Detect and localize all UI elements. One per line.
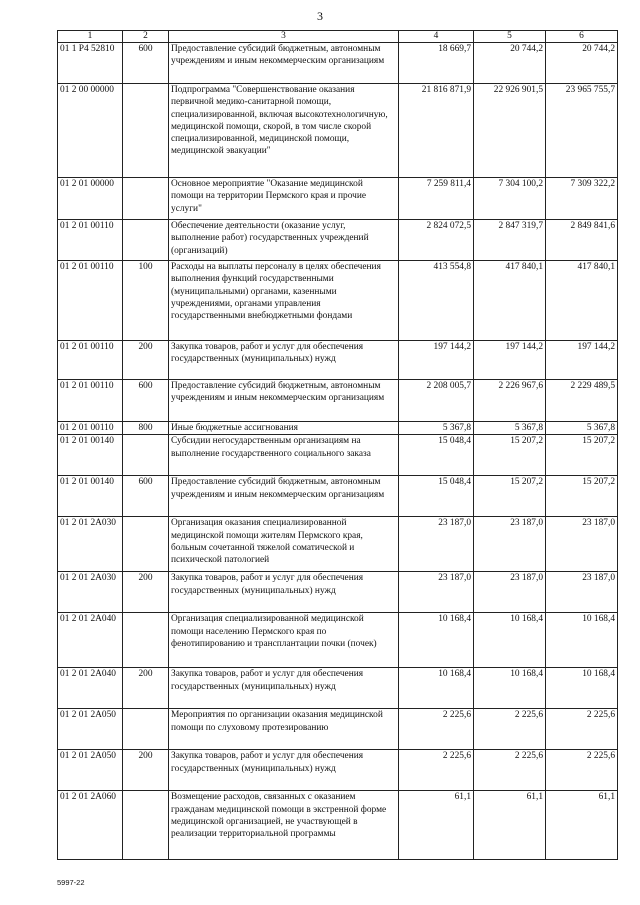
column-number-2: 2 (123, 31, 169, 43)
row-value-1: 2 208 005,7 (399, 380, 474, 422)
row-expense-type (123, 84, 169, 178)
row-expense-type (123, 517, 169, 572)
row-value-3: 61,1 (546, 791, 618, 860)
row-value-2: 22 926 901,5 (474, 84, 546, 178)
row-name: Закупка товаров, работ и услуг для обеспечения государственных (муниципальных) нужд (169, 668, 399, 709)
row-code: 01 2 01 2А060 (58, 791, 123, 860)
row-value-3: 5 367,8 (546, 422, 618, 435)
row-value-2: 15 207,2 (474, 435, 546, 476)
row-expense-type: 800 (123, 422, 169, 435)
row-expense-type: 100 (123, 261, 169, 341)
table-body (58, 43, 618, 860)
row-value-1: 2 824 072,5 (399, 220, 474, 261)
row-code: 01 2 01 00140 (58, 476, 123, 517)
row-name: Предоставление субсидий бюджетным, автономным учреждениям и иным некоммерческим организациям (169, 380, 399, 422)
row-expense-type: 200 (123, 572, 169, 613)
document-footer-code: 5997-22 (57, 878, 85, 887)
table-row (58, 517, 618, 572)
row-name: Предоставление субсидий бюджетным, автономным учреждениям и иным некоммерческим организациям (169, 476, 399, 517)
column-number-3: 3 (169, 31, 399, 43)
table-row (58, 476, 618, 517)
row-value-1: 7 259 811,4 (399, 178, 474, 220)
row-code: 01 2 01 2А030 (58, 572, 123, 613)
row-name: Организация специализированной медицинской помощи населению Пермского края по фенотипированию и трансплантации почки (почек) (169, 613, 399, 668)
row-value-1: 2 225,6 (399, 750, 474, 791)
table-row (58, 613, 618, 668)
row-expense-type: 200 (123, 341, 169, 380)
row-expense-type: 200 (123, 750, 169, 791)
row-code: 01 2 01 00110 (58, 422, 123, 435)
row-code: 01 2 01 2А050 (58, 750, 123, 791)
row-code: 01 2 01 00140 (58, 435, 123, 476)
row-value-2: 10 168,4 (474, 613, 546, 668)
table-row (58, 709, 618, 750)
row-value-3: 15 207,2 (546, 435, 618, 476)
row-value-3: 2 849 841,6 (546, 220, 618, 261)
table-row (58, 791, 618, 860)
row-value-3: 23 187,0 (546, 517, 618, 572)
row-value-3: 2 225,6 (546, 709, 618, 750)
row-code: 01 2 01 00110 (58, 220, 123, 261)
row-value-1: 10 168,4 (399, 668, 474, 709)
table-row (58, 84, 618, 178)
row-value-1: 5 367,8 (399, 422, 474, 435)
row-name: Закупка товаров, работ и услуг для обеспечения государственных (муниципальных) нужд (169, 341, 399, 380)
row-expense-type: 600 (123, 476, 169, 517)
row-expense-type (123, 220, 169, 261)
row-code: 01 2 01 00110 (58, 380, 123, 422)
row-value-2: 15 207,2 (474, 476, 546, 517)
row-expense-type (123, 613, 169, 668)
row-value-2: 7 304 100,2 (474, 178, 546, 220)
row-name: Мероприятия по организации оказания медицинской помощи по слуховому протезированию (169, 709, 399, 750)
row-name: Возмещение расходов, связанных с оказанием гражданам медицинской помощи в экстренной форме медицинской организацией, не участвующей в реализации территориальной программы (169, 791, 399, 860)
row-name: Закупка товаров, работ и услуг для обеспечения государственных (муниципальных) нужд (169, 572, 399, 613)
table-row (58, 261, 618, 341)
row-name: Подпрограмма "Совершенствование оказания первичной медико-санитарной помощи, специализированной, включая высокотехнологичную, медицинской помощи, скорой, в том числе скорой специализированной, медицинской помощи, медицинской эвакуации" (169, 84, 399, 178)
row-value-3: 23 187,0 (546, 572, 618, 613)
row-name: Предоставление субсидий бюджетным, автономным учреждениям и иным некоммерческим организациям (169, 43, 399, 84)
row-name: Закупка товаров, работ и услуг для обеспечения государственных (муниципальных) нужд (169, 750, 399, 791)
budget-table (57, 30, 618, 860)
row-value-2: 10 168,4 (474, 668, 546, 709)
row-value-3: 2 229 489,5 (546, 380, 618, 422)
column-number-4: 4 (399, 31, 474, 43)
row-value-3: 23 965 755,7 (546, 84, 618, 178)
table-row (58, 750, 618, 791)
row-value-1: 197 144,2 (399, 341, 474, 380)
row-expense-type (123, 435, 169, 476)
row-code: 01 2 01 2А050 (58, 709, 123, 750)
column-number-5: 5 (474, 31, 546, 43)
row-value-2: 197 144,2 (474, 341, 546, 380)
row-code: 01 2 01 2А040 (58, 613, 123, 668)
row-code: 01 2 01 00110 (58, 341, 123, 380)
row-expense-type: 600 (123, 380, 169, 422)
row-value-2: 2 226 967,6 (474, 380, 546, 422)
row-value-2: 20 744,2 (474, 43, 546, 84)
row-name: Субсидии негосударственным организациям на выполнение государственного социального заказа (169, 435, 399, 476)
row-value-2: 5 367,8 (474, 422, 546, 435)
table-row (58, 435, 618, 476)
row-value-3: 2 225,6 (546, 750, 618, 791)
row-value-1: 23 187,0 (399, 572, 474, 613)
row-value-1: 2 225,6 (399, 709, 474, 750)
row-value-2: 23 187,0 (474, 572, 546, 613)
table-row (58, 668, 618, 709)
row-code: 01 2 01 00000 (58, 178, 123, 220)
row-value-3: 10 168,4 (546, 613, 618, 668)
row-value-2: 2 225,6 (474, 709, 546, 750)
row-value-3: 197 144,2 (546, 341, 618, 380)
row-value-2: 417 840,1 (474, 261, 546, 341)
table-row (58, 422, 618, 435)
table-row (58, 341, 618, 380)
row-value-1: 21 816 871,9 (399, 84, 474, 178)
row-expense-type (123, 178, 169, 220)
row-code: 01 2 01 2А030 (58, 517, 123, 572)
row-value-1: 15 048,4 (399, 435, 474, 476)
table-row (58, 380, 618, 422)
row-value-2: 23 187,0 (474, 517, 546, 572)
column-number-1: 1 (58, 31, 123, 43)
table-row (58, 572, 618, 613)
row-name: Организация оказания специализированной медицинской помощи жителям Пермского края, больным сочетанной тяжелой соматической и психической патологией (169, 517, 399, 572)
row-code: 01 2 01 2А040 (58, 668, 123, 709)
table-row (58, 178, 618, 220)
row-name: Расходы на выплаты персоналу в целях обеспечения выполнения функций государственными (муниципальными) органами, казенными учреждениями, органами управления государственными внебюджетными фондами (169, 261, 399, 341)
row-code: 01 1 Р4 52810 (58, 43, 123, 84)
row-value-1: 18 669,7 (399, 43, 474, 84)
row-name: Основное мероприятие "Оказание медицинской помощи на территории Пермского края и прочие услуги" (169, 178, 399, 220)
row-value-3: 15 207,2 (546, 476, 618, 517)
table-row (58, 220, 618, 261)
row-value-1: 413 554,8 (399, 261, 474, 341)
column-number-row (58, 31, 618, 43)
row-name: Иные бюджетные ассигнования (169, 422, 399, 435)
row-name: Обеспечение деятельности (оказание услуг, выполнение работ) государственных учреждений (организаций) (169, 220, 399, 261)
row-value-3: 10 168,4 (546, 668, 618, 709)
row-value-1: 10 168,4 (399, 613, 474, 668)
column-number-6: 6 (546, 31, 618, 43)
row-value-2: 2 225,6 (474, 750, 546, 791)
row-value-3: 7 309 322,2 (546, 178, 618, 220)
row-value-2: 2 847 319,7 (474, 220, 546, 261)
row-expense-type: 200 (123, 668, 169, 709)
row-value-1: 61,1 (399, 791, 474, 860)
row-expense-type: 600 (123, 43, 169, 84)
row-expense-type (123, 791, 169, 860)
page-number: 3 (317, 9, 323, 23)
row-expense-type (123, 709, 169, 750)
table-row (58, 43, 618, 84)
row-value-3: 20 744,2 (546, 43, 618, 84)
row-code: 01 2 00 00000 (58, 84, 123, 178)
row-value-3: 417 840,1 (546, 261, 618, 341)
row-code: 01 2 01 00110 (58, 261, 123, 341)
row-value-2: 61,1 (474, 791, 546, 860)
row-value-1: 15 048,4 (399, 476, 474, 517)
row-value-1: 23 187,0 (399, 517, 474, 572)
